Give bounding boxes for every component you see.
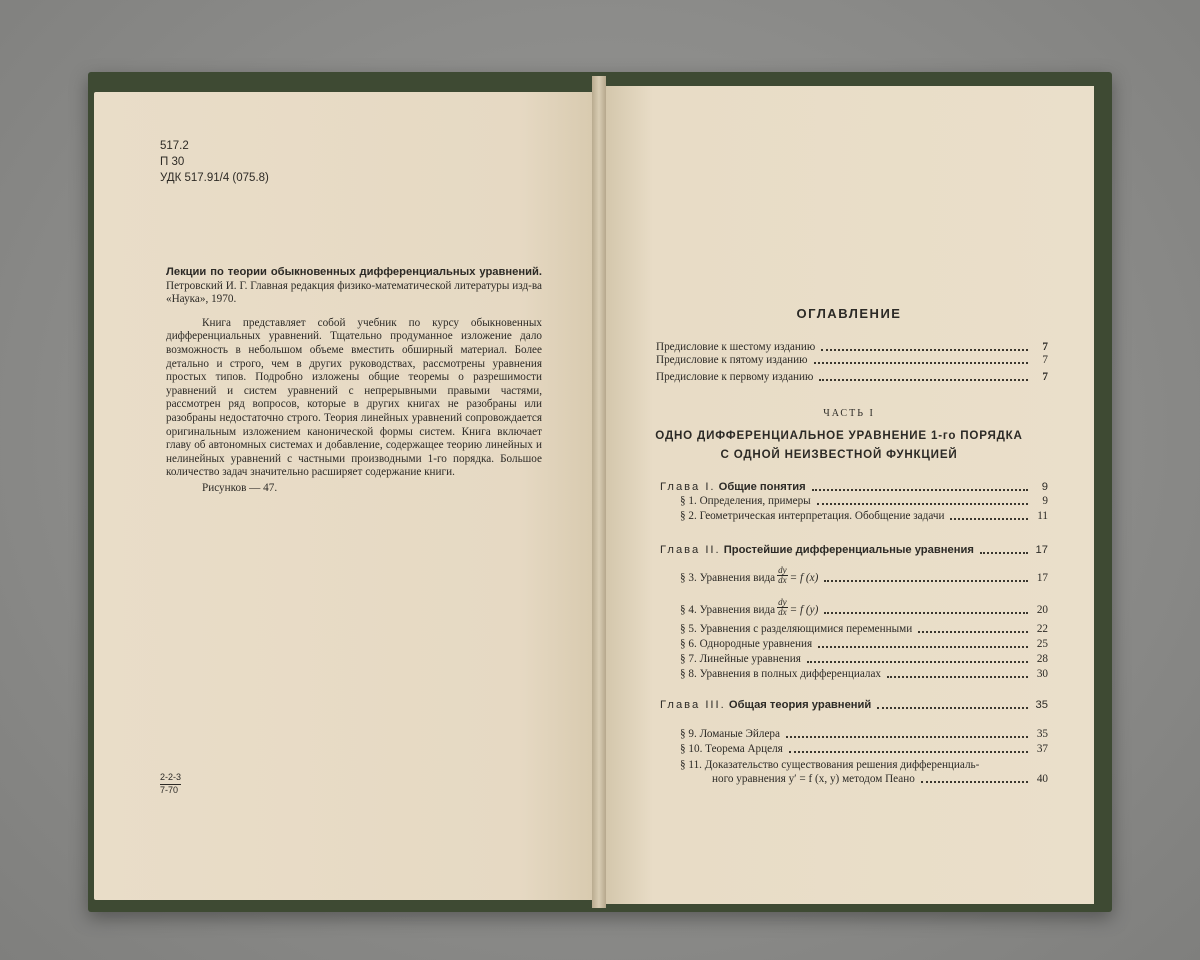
section-title: Уравнения вида — [699, 604, 776, 616]
section-num: § 3. — [680, 572, 697, 584]
toc-entry — [656, 353, 1048, 367]
toc-section — [680, 758, 1048, 772]
toc-section — [680, 727, 1048, 741]
section-num: § 6. — [680, 638, 697, 650]
part-title — [624, 426, 1054, 464]
fraction-dy-dx: $\frac{dy}{dx}$ — [778, 597, 787, 617]
print-code-bottom: 7-70 — [160, 785, 179, 795]
section-page: 37 — [1036, 743, 1048, 755]
part-title-line: С ОДНОЙ НЕИЗВЕСТНОЙ ФУНКЦИЕЙ — [720, 448, 958, 461]
section-title: Уравнения с разделяющимися переменными — [699, 623, 913, 635]
catalog-line: 517.2 — [160, 140, 189, 152]
toc-entry-page: 7 — [1042, 354, 1048, 366]
chapter-title: Простейшие дифференциальные уравнения — [723, 544, 974, 556]
print-code-top: 2-2-3 — [160, 772, 181, 785]
section-formula: = f (x) — [789, 572, 819, 584]
toc-section — [680, 622, 1048, 636]
catalog-line: УДК 517.91/4 (075.8) — [160, 172, 269, 184]
annotation — [166, 266, 542, 496]
toc-title: ОГЛАВЛЕНИЕ — [796, 306, 902, 321]
section-title: Ломаные Эйлера — [699, 728, 780, 740]
toc-entry-page: 7 — [1042, 341, 1048, 353]
section-page: 20 — [1036, 604, 1048, 616]
section-num: § 4. — [680, 604, 697, 616]
section-num: § 11. — [680, 759, 702, 771]
section-page: 11 — [1037, 510, 1048, 522]
chapter-prefix: Глава III. — [660, 699, 726, 711]
toc-section — [680, 742, 1048, 756]
fraction-dy-dx: $\frac{dy}{dx}$ — [778, 565, 787, 585]
figures-count: Рисунков — 47. — [202, 481, 278, 494]
chapter-prefix: Глава I. — [660, 481, 716, 493]
annotation-body: Книга представляет собой учебник по курсу обыкновенных дифференциальных уравнений. Тщательно продуманное изложение дало возможность в небольшом объеме вместить обширный материал. Более детально и строго, чем в других руководствах, рассмотрены уравнения простых типов. Подробно изложены общие теоремы о разрешимости уравнений и систем уравнений с непрерывными правыми частями, рассмотрен ряд вопросов, которые в других книгах не разобраны или разобраны недостаточно строго. Теория линейных уравнений сопровождается оригинальным изложением канонической формы систем. Книга включает главу об автономных системах и добавление, содержащее теорию линейных и нелинейных уравнений с частными производными 1-го порядка. Большое количество задач значительно расширяет содержание книги. — [166, 316, 542, 479]
toc-section — [680, 637, 1048, 651]
toc-section — [680, 652, 1048, 666]
toc-entry-label: Предисловие к пятому изданию — [656, 354, 808, 366]
section-num: § 10. — [680, 743, 703, 755]
toc-entry-page: 7 — [1042, 371, 1048, 383]
section-title: Теорема Арцеля — [705, 743, 783, 755]
section-title: Доказательство существования решения дифференциаль- — [704, 759, 980, 771]
toc-section — [680, 566, 1048, 585]
toc-entry-label: Предисловие к шестому изданию — [656, 341, 816, 353]
section-num: § 1. — [680, 495, 697, 507]
section-num: § 2. — [680, 510, 697, 522]
section-title: Однородные уравнения — [699, 638, 813, 650]
section-page: 9 — [1042, 495, 1048, 507]
chapter-title: Общая теория уравнений — [728, 699, 872, 711]
chapter-page: 17 — [1035, 544, 1048, 556]
chapter-prefix: Глава II. — [660, 544, 721, 556]
toc-chapter — [660, 480, 1048, 494]
section-title: Геометрическая интерпретация. Обобщение задачи — [699, 510, 945, 522]
chapter-page: 35 — [1035, 699, 1048, 711]
toc-entry-label: Предисловие к первому изданию — [656, 371, 814, 383]
toc-chapter — [660, 698, 1048, 712]
toc-section — [680, 509, 1048, 523]
section-num: § 9. — [680, 728, 697, 740]
section-title: Линейные уравнения — [699, 653, 801, 665]
section-title: Уравнения вида — [699, 572, 776, 584]
book-spine-gutter — [592, 76, 606, 908]
section-formula: = f (y) — [789, 604, 819, 616]
section-page: 22 — [1036, 623, 1048, 635]
print-code — [160, 772, 181, 796]
section-page: 35 — [1036, 728, 1048, 740]
section-num: § 8. — [680, 668, 697, 680]
chapter-title: Общие понятия — [718, 481, 806, 493]
catalog-line: П 30 — [160, 156, 185, 168]
toc-entry — [656, 370, 1048, 384]
toc-section — [680, 667, 1048, 681]
toc-chapter — [660, 543, 1048, 557]
annotation-citation: Петровский И. Г. Главная редакция физико-математической литературы изд-ва «Наука», 1970. — [166, 279, 542, 306]
section-title: Уравнения в полных дифференциалах — [699, 668, 882, 680]
section-page: 28 — [1036, 653, 1048, 665]
section-num: § 5. — [680, 623, 697, 635]
toc-section — [680, 494, 1048, 508]
toc-section-continuation — [712, 772, 1048, 786]
toc-section — [680, 598, 1048, 617]
section-title-cont: ного уравнения y′ = f (x, y) методом Пеано — [712, 773, 915, 785]
annotation-title: Лекции по теории обыкновенных дифференциальных уравнений. — [166, 266, 542, 278]
catalog-codes — [160, 138, 269, 186]
part-label: ЧАСТЬ I — [823, 408, 875, 419]
chapter-page: 9 — [1041, 481, 1048, 493]
toc-entry — [656, 340, 1048, 354]
part-title-line: ОДНО ДИФФЕРЕНЦИАЛЬНОЕ УРАВНЕНИЕ 1-го ПОРЯДКА — [655, 429, 1023, 442]
section-page: 25 — [1036, 638, 1048, 650]
section-page: 40 — [1036, 773, 1048, 785]
section-title: Определения, примеры — [699, 495, 811, 507]
section-num: § 7. — [680, 653, 697, 665]
section-page: 30 — [1036, 668, 1048, 680]
section-page: 17 — [1036, 572, 1048, 584]
